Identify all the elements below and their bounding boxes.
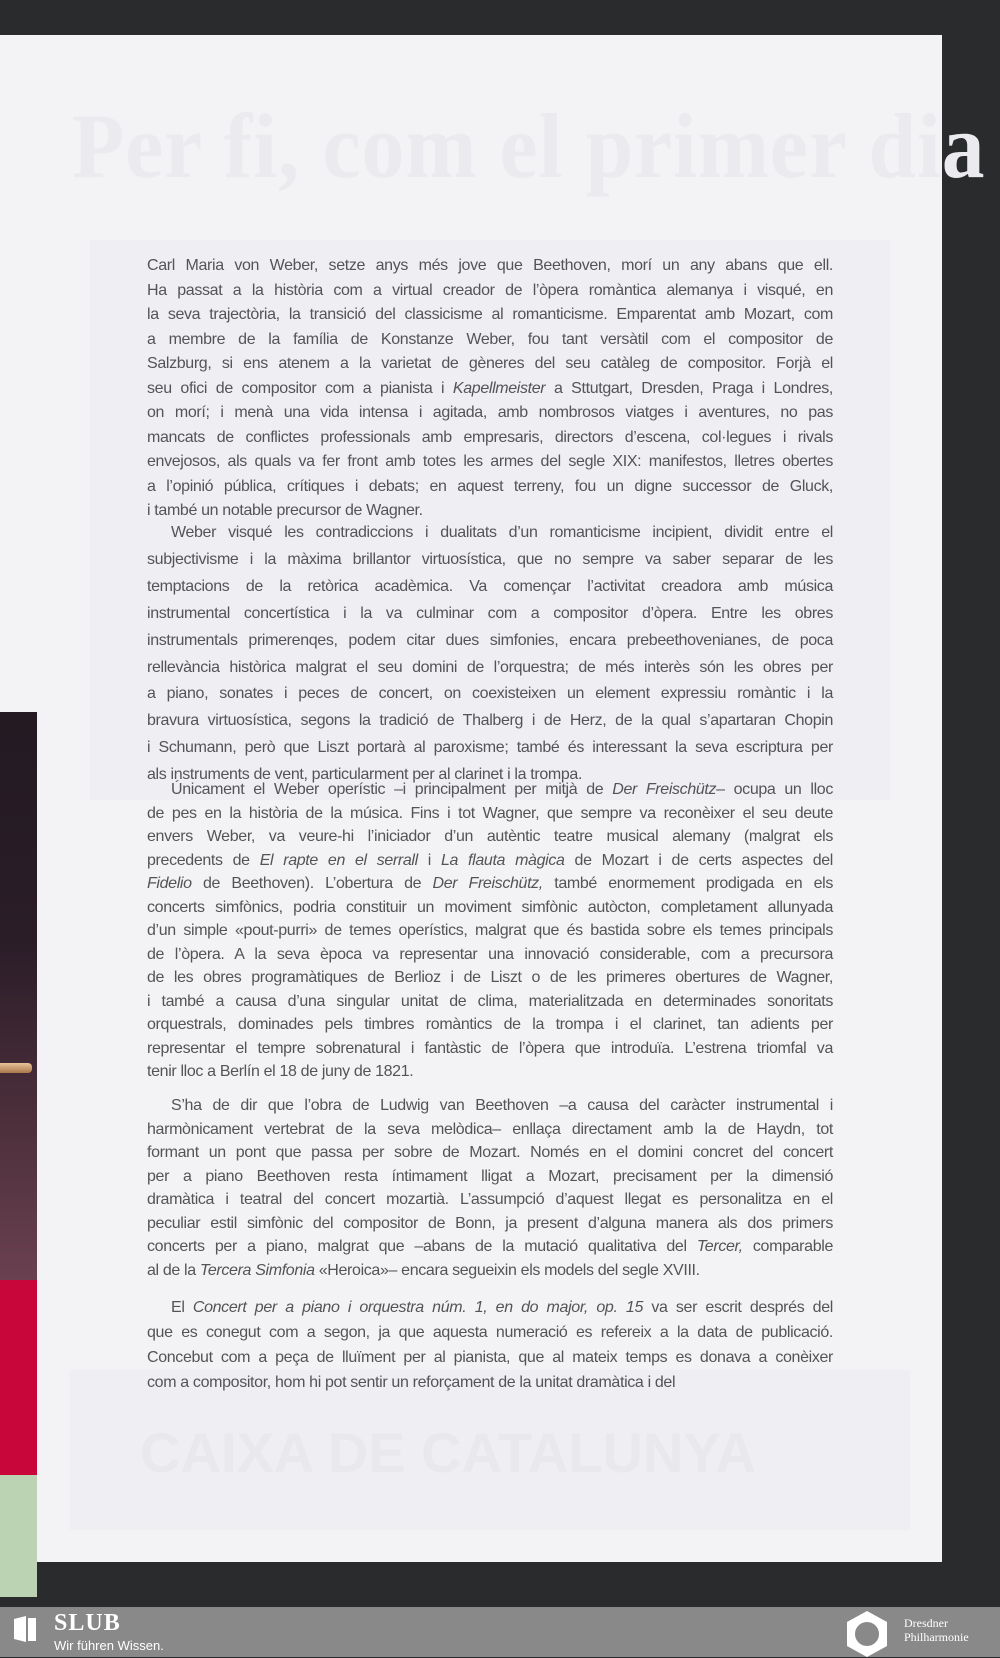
text-line — [147, 778, 833, 802]
text-run: i Schumann, però que Liszt portarà al paroxisme; també és interessant la seva escriptura per — [147, 739, 833, 757]
text-run: als instruments de vent, particularment per al clarinet i la trompa. — [147, 766, 583, 784]
text-run: subjectivisme i la màxima brillantor virtuosística, que no sempre va saber separar de les — [147, 550, 833, 568]
text-run: concerts per a piano, malgrat que –abans de la mutació qualitativa del — [147, 1238, 697, 1255]
text-line — [147, 1141, 833, 1165]
philharmonie-sun-icon — [842, 1610, 892, 1658]
text-line — [147, 681, 833, 708]
text-run: i — [417, 851, 441, 869]
paragraph — [147, 1094, 833, 1282]
text-line — [147, 574, 833, 601]
text-run: que es conegut com a segon, ja que aquesta numeració es refereix a la data de publicació. — [147, 1324, 833, 1341]
slub-logo-text: SLUB — [54, 1610, 121, 1636]
text-run: dramàtica i teatral del concert mozartià. L’assumpció d’aquest llegat es personalitza en el — [147, 1191, 833, 1208]
italic-title: Der Freischütz — [612, 781, 717, 798]
text-run: de Mozart i de certs aspectes del — [564, 851, 834, 869]
text-line — [147, 475, 833, 500]
slub-book-icon — [12, 1615, 38, 1643]
text-line — [147, 1118, 833, 1142]
text-run: instrumentals primerenqes, podem citar dues simfonies, encara prebeethovenianes, de poca — [147, 631, 833, 649]
partner-name-line2: Philharmonie — [904, 1630, 969, 1644]
text-line — [147, 1295, 833, 1320]
italic-title: Tercer, — [696, 1238, 743, 1255]
text-run: d’un simple «pout-purri» de temes operístics, malgrat que és bastida sobre els temes principals — [147, 922, 833, 939]
scanned-page — [0, 35, 986, 1562]
text-run: Salzburg, si ens atenem a la varietat de gèneres del seu catàleg de compositor. Forjà el — [147, 355, 833, 372]
text-line — [147, 1212, 833, 1236]
text-line — [147, 1165, 833, 1189]
text-run: concerts simfònics, podria constituir un moviment simfònic autòcton, completament allunyada — [147, 898, 833, 916]
text-run: comparable — [742, 1238, 834, 1255]
text-run: El — [171, 1299, 193, 1316]
text-line — [147, 1188, 833, 1212]
text-run: Carl Maria von Weber, setze anys més jove que Beethoven, morí un any abans que ell. — [147, 257, 833, 274]
text-line — [147, 1060, 833, 1084]
text-run: envers Weber, va veure-hi l’iniciador d’un autèntic teatre musical alemany (malgrat els — [147, 828, 833, 845]
italic-title: El rapte en el serrall — [259, 851, 418, 869]
text-run: de Beethoven). L’obertura de — [191, 875, 433, 892]
text-run: bravura virtuosística, segons la tradició de Thalberg i de Herz, de la qual s’apartaran Chopin — [147, 712, 833, 730]
text-run: a piano, sonates i peces de concert, on coexisteixen un element expressiu romàntic i la — [147, 685, 833, 703]
text-run: rellevància històrica malgrat el seu domini de l’orquestra; de més interès són les obres per — [147, 658, 833, 676]
text-run: «Heroica»– encara segueixin els models del segle XVIII. — [314, 1261, 700, 1279]
adjacent-page-instrument — [0, 1063, 32, 1073]
text-line — [147, 943, 833, 967]
text-line — [147, 1259, 833, 1283]
text-run: on morí; i menà una vida intensa i agitada, amb nombrosos viatges i aventures, no pas — [147, 404, 833, 421]
text-run: Concebut com a peça de lluïment per al pianista, que al mateix temps es donava a conèixer — [147, 1349, 833, 1366]
adjacent-page-red-block — [0, 1280, 37, 1475]
philharmonie-logo-text — [904, 1616, 969, 1644]
text-line — [147, 1370, 833, 1395]
text-line — [147, 919, 833, 943]
text-line — [147, 896, 833, 920]
text-line — [147, 708, 833, 735]
text-run: a l’opinió pública, crítiques i debats; en aquest terreny, fou un digne successor de Gluck, — [147, 477, 833, 495]
text-line — [147, 735, 833, 762]
text-run: orquestrals, dominades pels timbres romàntics de la trompa i el clarinet, tan adients per — [147, 1016, 833, 1033]
text-line — [147, 328, 833, 353]
text-line — [147, 254, 833, 279]
text-run: S’ha de dir que l’obra de Ludwig van Beethoven –a causa del caràcter instrumental i — [171, 1097, 833, 1114]
text-line — [147, 849, 833, 873]
text-run: Únicament el Weber operístic –i principalment per mitjà de — [171, 781, 613, 798]
text-run: la seva trajectòria, la transició del classicisme al romanticisme. Emparentat amb Mozart, com — [147, 306, 833, 323]
text-run: formant un pont que passa per sobre de Mozart. Només en el domini concret del concert — [147, 1144, 833, 1161]
text-run: va ser escrit després del — [643, 1299, 833, 1316]
text-line — [147, 1013, 833, 1037]
text-run: temptacions de la retòrica acadèmica. Va començar l’activitat creadora amb música — [147, 577, 833, 595]
text-run: de les obres programàtiques de Berlioz i de Liszt o de les primeres obertures de Wagner, — [147, 969, 833, 986]
text-run: i també un notable precursor de Wagner. — [147, 502, 423, 519]
text-line — [147, 426, 833, 451]
text-line — [147, 352, 833, 377]
text-run: a Sttutgart, Dresden, Praga i Londres, — [545, 379, 833, 397]
text-run: seu ofici de compositor com a pianista i — [147, 379, 453, 397]
viewer-footer — [0, 1607, 1000, 1657]
italic-title: Der Freischütz, — [432, 875, 543, 892]
text-run: instrumental concertística i la va culminar com a compositor d’òpera. Entre les obres — [147, 604, 833, 622]
text-line — [147, 450, 833, 475]
text-run: peculiar estil simfònic del compositor de Bonn, ja present d’alguna manera als dos primers — [147, 1214, 833, 1232]
text-line — [147, 1235, 833, 1259]
text-run: i també a causa d’una singular unitat de clima, materialitzada en determinades sonoritats — [147, 992, 833, 1010]
text-run: de pes en la història de la música. Fins i tot Wagner, que sempre va reconèixer el seu deute — [147, 804, 833, 822]
text-line — [147, 377, 833, 402]
text-line — [147, 990, 833, 1014]
show-through-title: Per fi, com el primer dia — [72, 95, 986, 197]
paragraph — [147, 254, 833, 524]
text-line — [147, 303, 833, 328]
text-line — [147, 1345, 833, 1370]
partner-name-line1: Dresdner — [904, 1616, 948, 1630]
text-line — [147, 802, 833, 826]
text-line — [147, 1320, 833, 1345]
adjacent-page-photo — [0, 712, 37, 1280]
text-run: també enormement prodigada en els — [542, 875, 833, 892]
text-line — [147, 655, 833, 682]
text-line — [147, 279, 833, 304]
italic-title: Kapellmeister — [452, 379, 546, 397]
text-run: al de la — [147, 1261, 200, 1279]
text-run: a membre de la família de Konstanze Weber, fou tant versàtil com el compositor de — [147, 330, 833, 348]
paragraph — [147, 1295, 833, 1395]
italic-title: Fidelio — [147, 875, 192, 892]
text-run: tenir lloc a Berlín el 18 de juny de 1821. — [147, 1063, 414, 1080]
text-run: de l’òpera. A la seva època va representar una innovació considerable, com a precursora — [147, 945, 833, 963]
text-line — [147, 547, 833, 574]
text-line — [147, 1094, 833, 1118]
italic-title: La flauta màgica — [440, 851, 565, 869]
adjacent-page-green-block — [0, 1475, 37, 1597]
text-line — [147, 401, 833, 426]
text-line — [147, 825, 833, 849]
text-run: – ocupa un lloc — [716, 781, 833, 798]
show-through-logo-text: CAIXA DE CATALUNYA — [140, 1421, 757, 1484]
italic-title: Tercera Simfonia — [199, 1261, 315, 1279]
text-run: harmònicament vertebrat de la seva melòdica– enllaça directament amb la de Haydn, tot — [147, 1120, 833, 1138]
text-run: precedents de — [147, 851, 260, 869]
text-run: Weber visqué les contradiccions i dualitats d’un romanticisme incipient, dividit entre el — [171, 524, 833, 541]
slub-tagline: Wir führen Wissen. — [54, 1638, 164, 1653]
text-run: envejosos, als quals va fer front amb totes les armes del segle XIX: manifestos, lletres obertes — [147, 453, 833, 470]
paragraph — [147, 520, 833, 789]
text-line — [147, 628, 833, 655]
text-line — [147, 520, 833, 547]
text-line — [147, 966, 833, 990]
text-line — [147, 1037, 833, 1061]
paragraph — [147, 778, 833, 1084]
text-run: per a piano Beethoven resta íntimament lligat a Mozart, precisament per la dimensió — [147, 1167, 833, 1185]
text-run: representar el tempre sobrenatural i fantàstic de l’òpera que introduïa. L’estrena triomfal va — [147, 1039, 833, 1057]
text-run: Ha passat a la història com a virtual creador de l’òpera romàntica alemanya i visqué, en — [147, 281, 833, 299]
text-line — [147, 872, 833, 896]
italic-title: Concert per a piano i orquestra núm. 1, en do major, op. 15 — [192, 1299, 643, 1316]
text-run: mancats de conflictes professionals amb empresaris, directors d’escena, col·legues i rivals — [147, 428, 833, 446]
text-line — [147, 601, 833, 628]
text-run: com a compositor, hom hi pot sentir un reforçament de la unitat dramàtica i del — [147, 1374, 676, 1391]
